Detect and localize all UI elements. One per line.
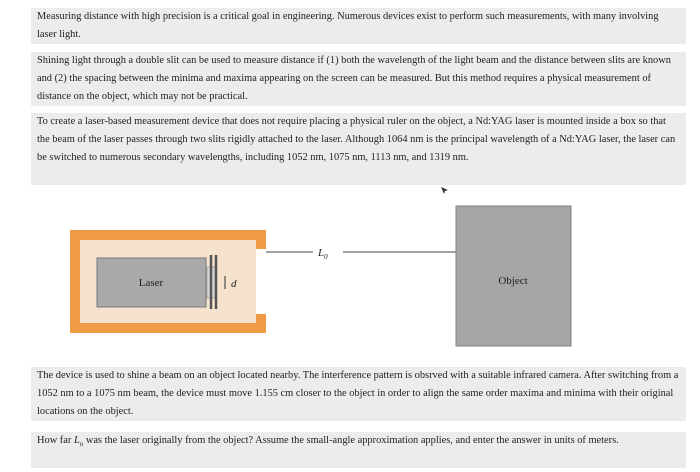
- paragraph-double-slit: [31, 52, 686, 106]
- paragraph-device-text: To create a laser-based measurement device that does not require placing a physical ruler on the object, a Nd:YAG laser is mounted inside a box so that the beam of the laser passes through two slits rigidly attached to the laser. Although 1064 nm is the principal wavelength of a Nd:YAG laser, the laser can be switched to numerous secondary wavelengths, including 1052 nm, 1075 nm, 1113 nm, and 1319 nm.: [37, 116, 676, 163]
- question-sub: o: [79, 440, 84, 449]
- object-label: Object: [498, 275, 528, 287]
- paragraph-intro-text: Measuring distance with high precision is a critical goal in engineering. Numerous devices exist to perform such measurements, with many involving laser light.: [37, 11, 659, 40]
- paragraph-question: [31, 432, 686, 468]
- slit-spacing-label: d: [231, 278, 237, 290]
- laser-setup-diagram: [70, 203, 580, 348]
- distance-label-var: L: [318, 247, 325, 259]
- question-var: L: [73, 435, 80, 446]
- paragraph-intro: [31, 8, 686, 44]
- distance-label-sub: 0: [324, 253, 328, 261]
- question-before: How far: [37, 435, 74, 446]
- paragraph-experiment: [31, 367, 686, 421]
- paragraph-double-slit-text: Shining light through a double slit can be used to measure distance if (1) both the wavelength of the light beam and the distance between slits are known and (2) the spacing between the minima and maxima appearing on the screen can be measured. But this method requires a physical measurement of distance on the object, which may not be practical.: [37, 55, 671, 102]
- question-after: was the laser originally from the object? Assume the small-angle approximation applies, and enter the answer in units of meters.: [83, 435, 619, 446]
- paragraph-device: [31, 113, 686, 185]
- paragraph-question-text: [37, 432, 680, 453]
- mouse-cursor-icon: [440, 186, 450, 196]
- distance-label: [317, 247, 328, 261]
- laser-label: Laser: [138, 277, 164, 289]
- paragraph-experiment-text: The device is used to shine a beam on an object located nearby. The interference pattern is obsrved with a suitable infrared camera. After switching from a 1052 nm to a 1075 nm beam, the device must move 1.155 cm closer to the object in order to align the same order maxima and minima with their original locations on the object.: [37, 370, 679, 417]
